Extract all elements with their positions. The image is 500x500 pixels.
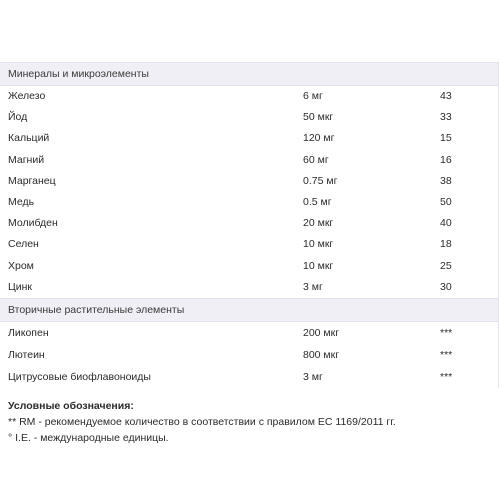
nutrient-name: Магний: [8, 153, 45, 166]
nutrient-amount: 50 мкг: [303, 111, 334, 124]
nutrient-name: Кальций: [8, 132, 50, 145]
nutrition-table: [0, 62, 499, 388]
nutrient-rm: 33: [440, 111, 452, 124]
nutrient-name: Цинк: [8, 280, 33, 293]
minerals-rows: [0, 86, 498, 298]
nutrient-name: Железо: [8, 90, 46, 102]
nutrient-name: Цитрусовые биофлавоноиды: [8, 370, 151, 383]
nutrient-amount: 60 мг: [303, 153, 329, 166]
section-header-plant: Вторичные растительные элементы: [0, 298, 498, 322]
plant-rows: [0, 322, 498, 388]
table-row: [0, 128, 498, 149]
nutrient-rm: 40: [440, 217, 452, 230]
legend: [8, 398, 396, 446]
nutrient-rm: 38: [440, 174, 452, 187]
nutrient-rm: 25: [440, 259, 452, 272]
table-row: [0, 171, 498, 192]
nutrient-rm: 18: [440, 238, 452, 251]
nutrient-rm: ***: [440, 326, 453, 339]
nutrient-amount: 0.5 мг: [303, 195, 332, 208]
nutrient-amount: 10 мкг: [303, 238, 334, 251]
nutrient-amount: 6 мг: [303, 90, 323, 102]
nutrient-rm: ***: [440, 348, 453, 361]
section-header-minerals: Минералы и микроэлементы: [0, 62, 498, 86]
nutrient-name: Ликопен: [8, 326, 49, 339]
table-row: [0, 86, 498, 107]
nutrient-name: Марганец: [8, 174, 56, 187]
nutrient-name: Лютеин: [8, 348, 45, 361]
nutrient-rm: 30: [440, 280, 452, 293]
nutrient-name: Молибден: [8, 217, 58, 230]
nutrient-rm: 50: [440, 195, 452, 208]
table-row: [0, 234, 498, 255]
nutrient-rm: 15: [440, 132, 452, 145]
nutrient-amount: 3 мг: [303, 280, 323, 293]
table-row: [0, 107, 498, 128]
legend-line-ie: ° I.E. - международные единицы.: [8, 432, 169, 444]
table-row: [0, 322, 498, 344]
legend-title: Условные обозначения:: [8, 400, 134, 412]
nutrient-amount: 0.75 мг: [303, 174, 338, 187]
nutrient-amount: 800 мкг: [303, 348, 340, 361]
table-row: [0, 366, 498, 388]
table-row: [0, 213, 498, 234]
nutrient-name: Селен: [8, 238, 39, 251]
table-row: [0, 192, 498, 213]
table-row: [0, 150, 498, 171]
table-row: [0, 344, 498, 366]
nutrient-rm: 16: [440, 153, 452, 166]
nutrient-rm: ***: [440, 370, 453, 383]
nutrient-name: Хром: [8, 259, 34, 272]
legend-line-rm: ** RM - рекомендуемое количество в соответствии с правилом ЕС 1169/2011 гг.: [8, 416, 396, 428]
nutrient-amount: 3 мг: [303, 370, 323, 383]
table-row: [0, 256, 498, 277]
nutrient-amount: 10 мкг: [303, 259, 334, 272]
nutrient-amount: 120 мг: [303, 132, 335, 145]
nutrient-name: Медь: [8, 195, 35, 208]
table-row: [0, 277, 498, 298]
nutrient-name: Йод: [8, 111, 28, 124]
nutrient-rm: 43: [440, 90, 452, 102]
nutrient-amount: 200 мкг: [303, 326, 340, 339]
nutrient-amount: 20 мкг: [303, 217, 334, 230]
